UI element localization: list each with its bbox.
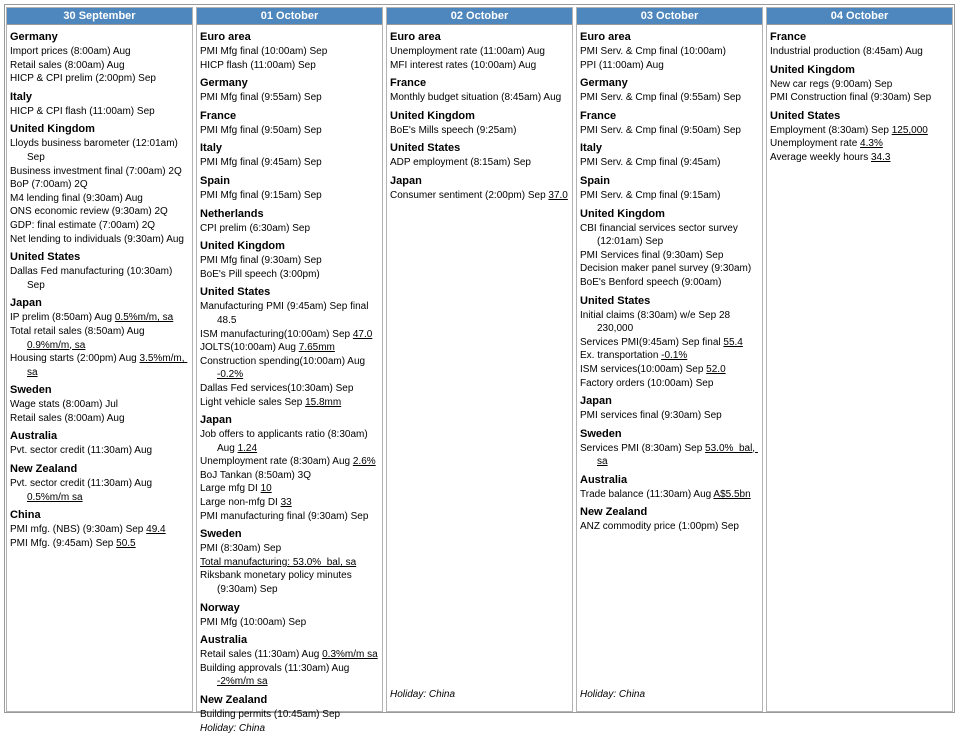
event-text: ISM manufacturing(10:00am) Sep <box>200 328 353 340</box>
event-text: Decision maker panel survey (9:30am) <box>580 263 752 275</box>
event-row <box>200 662 379 689</box>
event-text: PMI mfg. (NBS) (9:30am) Sep <box>10 524 147 536</box>
event-text: PMI Serv. & Cmp final (9:15am) <box>580 189 721 201</box>
country-name: New Zealand <box>580 506 648 519</box>
country-name: Sweden <box>200 528 242 541</box>
event-value: -0.2% <box>217 369 244 381</box>
event-row <box>580 409 759 423</box>
country-section <box>390 26 569 72</box>
country-section <box>770 26 949 59</box>
event-row <box>580 336 759 350</box>
country-name: Germany <box>10 31 58 43</box>
event-row <box>200 496 379 510</box>
event-value: 15.8mm <box>305 396 342 408</box>
event-value: 37.0 <box>548 189 568 201</box>
event-row <box>390 124 569 138</box>
event-value: 0.9%m/m, sa <box>27 339 86 351</box>
country-section <box>390 137 569 170</box>
event-row <box>390 156 569 170</box>
event-text: CPI prelim (6:30am) Sep <box>200 222 311 234</box>
event-text: MFI interest rates (10:00am) Aug <box>390 59 537 71</box>
day-body <box>197 25 382 745</box>
country-section <box>10 458 189 504</box>
event-text: PMI Mfg final (9:50am) Sep <box>200 124 322 136</box>
event-text: PPI (11:00am) Aug <box>580 59 664 71</box>
event-value: 34.3 <box>870 151 891 163</box>
country-section <box>580 137 759 170</box>
country-name: Spain <box>200 174 230 187</box>
event-row <box>770 151 949 165</box>
event-text: Net lending to individuals (9:30am) Aug <box>10 233 184 245</box>
event-value: 49.4 <box>146 524 166 536</box>
country-name: Sweden <box>10 384 52 397</box>
event-value: 52.0 <box>706 363 726 375</box>
event-row <box>580 309 759 336</box>
country-section <box>580 72 759 105</box>
event-row <box>580 520 759 534</box>
event-text: Initial claims (8:30am) w/e Sep 28 230,000 <box>580 309 733 335</box>
country-name: France <box>770 31 807 43</box>
day-column-1 <box>196 7 383 734</box>
country-name: Italy <box>10 90 33 103</box>
country-name: Japan <box>10 297 42 310</box>
event-row <box>10 537 189 551</box>
day-header: 03 October <box>577 8 762 25</box>
event-row <box>200 382 379 396</box>
event-text: PMI Services final (9:30am) Sep <box>580 249 724 261</box>
country-section <box>10 425 189 458</box>
event-row <box>200 708 379 722</box>
event-row <box>200 648 379 662</box>
country-section <box>770 59 949 105</box>
event-text: ISM services(10:00am) Sep <box>580 363 707 375</box>
event-row <box>200 510 379 524</box>
country-name: United Kingdom <box>200 240 285 253</box>
day-header: 04 October <box>767 8 952 25</box>
country-name: Italy <box>200 142 223 155</box>
event-row <box>10 265 189 292</box>
country-section <box>200 409 379 523</box>
country-section <box>770 105 949 165</box>
country-name: Australia <box>10 430 58 443</box>
country-section <box>580 170 759 203</box>
event-text: Job offers to applicants ratio (8:30am) Aug <box>200 429 370 454</box>
event-text: Consumer sentiment (2:00pm) Sep <box>390 189 549 201</box>
event-value: 125,000 <box>891 124 928 136</box>
country-section <box>200 105 379 138</box>
event-value: 53.0% bal, sa <box>597 442 758 468</box>
event-text: Unemployment rate <box>770 138 861 150</box>
event-text: PMI Mfg final (10:00am) Sep <box>200 46 328 57</box>
event-row <box>200 556 379 570</box>
event-text: Employment (8:30am) Sep <box>770 124 892 136</box>
country-section <box>580 423 759 469</box>
event-text: PMI Mfg final (9:55am) Sep <box>200 92 322 104</box>
day-header: 01 October <box>197 8 382 25</box>
event-row <box>10 45 189 59</box>
country-section <box>200 137 379 170</box>
country-section <box>10 26 189 86</box>
event-text: M4 lending final (9:30am) Aug <box>10 192 143 204</box>
event-text: Monthly budget situation (8:45am) Aug <box>390 92 562 104</box>
event-text: JOLTS(10:00am) Aug <box>200 342 299 354</box>
country-section <box>580 290 759 391</box>
event-row <box>10 233 189 247</box>
event-value: 0.5%m/m sa <box>27 491 83 503</box>
event-text: Total retail sales (8:50am) Aug <box>10 325 148 337</box>
event-row <box>200 328 379 342</box>
event-text: Riksbank monetary policy minutes (9:30am) Sep <box>200 570 355 596</box>
event-row <box>580 249 759 263</box>
event-value: 33 <box>280 497 292 509</box>
event-text: Retail sales (11:30am) Aug <box>200 649 323 661</box>
event-text: GDP: final estimate (7:00am) 2Q <box>10 219 156 231</box>
event-row <box>10 444 189 458</box>
event-text: Services PMI (8:30am) Sep <box>580 442 706 454</box>
country-section <box>10 504 189 550</box>
day-body <box>7 25 192 711</box>
event-text: BoP (7:00am) 2Q <box>10 179 88 191</box>
event-value: 47.0 <box>352 328 373 340</box>
country-name: Australia <box>580 473 628 486</box>
country-name: Netherlands <box>200 207 264 220</box>
country-section <box>200 26 379 72</box>
event-row <box>200 59 379 73</box>
country-section <box>390 72 569 105</box>
event-row <box>10 205 189 219</box>
event-value: 1.24 <box>237 442 258 454</box>
event-row <box>10 311 189 325</box>
event-row <box>200 616 379 630</box>
holiday-note: Holiday: China <box>390 689 456 700</box>
event-text: Dallas Fed manufacturing (10:30am) Sep <box>10 266 176 291</box>
holiday-note: Holiday: China <box>200 722 266 734</box>
country-name: United States <box>770 109 841 122</box>
event-row <box>770 45 949 59</box>
event-text: Large non-mfg DI <box>200 497 281 509</box>
country-section <box>580 26 759 72</box>
event-row <box>10 137 189 164</box>
event-row <box>200 45 379 59</box>
event-text: PMI Mfg final (9:30am) Sep <box>200 255 322 267</box>
day-column-3 <box>576 7 763 712</box>
event-text: Average weekly hours <box>770 151 871 163</box>
event-text: HICP flash (11:00am) Sep <box>200 59 316 71</box>
country-section <box>200 72 379 105</box>
event-row <box>390 91 569 105</box>
event-row <box>200 428 379 455</box>
country-name: China <box>10 509 41 522</box>
country-section <box>200 629 379 689</box>
event-text: BoJ Tankan (8:50am) 3Q <box>200 469 311 481</box>
event-text: Trade balance (11:30am) Aug <box>580 488 714 500</box>
event-row <box>10 165 189 179</box>
event-row <box>10 219 189 233</box>
country-section <box>10 246 189 292</box>
event-row <box>770 137 949 151</box>
country-name: United States <box>580 294 651 307</box>
event-text: BoE's Pill speech (3:00pm) <box>200 268 320 280</box>
day-column-0 <box>6 7 193 712</box>
country-name: United Kingdom <box>390 109 475 122</box>
event-text: PMI Mfg final (9:15am) Sep <box>200 189 322 201</box>
event-row <box>10 352 189 379</box>
event-row <box>10 412 189 426</box>
event-row <box>200 124 379 138</box>
event-row <box>200 222 379 236</box>
event-text: HICP & CPI prelim (2:00pm) Sep <box>10 73 156 85</box>
event-text: Industrial production (8:45am) Aug <box>770 46 923 57</box>
event-row <box>580 124 759 138</box>
event-text: PMI Mfg final (9:45am) Sep <box>200 157 322 169</box>
country-name: Italy <box>580 142 603 155</box>
country-name: Germany <box>580 77 628 90</box>
event-value: 0.5%m/m, sa <box>114 312 174 324</box>
event-row <box>580 276 759 290</box>
country-name: United Kingdom <box>770 63 855 76</box>
country-section <box>580 501 759 534</box>
event-row <box>200 355 379 382</box>
calendar <box>6 7 953 734</box>
event-row <box>580 442 759 469</box>
event-row <box>10 523 189 537</box>
event-row <box>580 189 759 203</box>
country-section <box>10 379 189 425</box>
event-value: -0.1% <box>661 350 688 362</box>
event-row <box>200 341 379 355</box>
event-row <box>580 349 759 363</box>
event-text: Retail sales (8:00am) Aug <box>10 59 125 71</box>
event-value: 0.3%m/m sa <box>322 649 378 661</box>
country-name: Japan <box>580 395 612 408</box>
country-name: France <box>580 109 617 122</box>
event-text: Dallas Fed services(10:30am) Sep <box>200 382 354 394</box>
country-section <box>580 203 759 290</box>
event-row <box>580 377 759 391</box>
country-name: France <box>200 109 237 122</box>
event-row <box>580 91 759 105</box>
event-text: Retail sales (8:00am) Aug <box>10 412 125 424</box>
event-text: IP prelim (8:50am) Aug <box>10 312 115 324</box>
event-row <box>200 569 379 596</box>
event-text: Wage stats (8:00am) Jul <box>10 399 119 411</box>
event-row <box>580 45 759 59</box>
country-section <box>200 689 379 722</box>
event-row <box>390 59 569 73</box>
event-text: Unemployment rate (11:00am) Aug <box>390 46 545 57</box>
event-text: PMI Serv. & Cmp final (9:55am) Sep <box>580 92 741 104</box>
event-value: 55.4 <box>723 336 743 348</box>
event-row <box>580 222 759 249</box>
event-row <box>200 189 379 203</box>
event-value: 7.65mm <box>298 342 335 354</box>
event-text: PMI Construction final (9:30am) Sep <box>770 92 932 104</box>
event-text: New car regs (9:00am) Sep <box>770 78 893 90</box>
event-row <box>580 59 759 73</box>
event-row <box>10 59 189 73</box>
event-text: Manufacturing PMI (9:45am) Sep final 48.5 <box>200 301 372 326</box>
country-section <box>580 105 759 138</box>
event-text: ONS economic review (9:30am) 2Q <box>10 206 168 218</box>
event-value: 4.3% <box>860 138 883 150</box>
event-text: BoE's Benford speech (9:00am) <box>580 276 722 288</box>
country-name: United Kingdom <box>580 207 665 220</box>
day-body <box>387 25 572 711</box>
day-column-4 <box>766 7 953 712</box>
event-text: PMI Mfg. (9:45am) Sep <box>10 537 117 549</box>
event-value: A$5.5bn <box>713 488 751 500</box>
event-row <box>10 325 189 352</box>
event-text: PMI Serv. & Cmp final (9:45am) <box>580 157 721 169</box>
event-row <box>200 469 379 483</box>
event-text: PMI Serv. & Cmp final (9:50am) Sep <box>580 124 741 136</box>
country-section <box>10 118 189 246</box>
event-text: PMI manufacturing final (9:30am) Sep <box>200 510 369 522</box>
event-value: 3.5%m/m, sa <box>27 353 188 378</box>
country-section <box>200 203 379 236</box>
event-text: Ex. transportation <box>580 350 662 362</box>
event-row <box>10 178 189 192</box>
country-section <box>200 235 379 281</box>
event-text: Services PMI(9:45am) Sep final <box>580 336 724 348</box>
event-row <box>200 156 379 170</box>
country-name: United States <box>390 142 461 155</box>
event-text: PMI Mfg (10:00am) Sep <box>200 616 307 628</box>
country-name: Euro area <box>390 31 441 43</box>
event-row <box>200 254 379 268</box>
country-name: Spain <box>580 174 610 187</box>
country-name: Japan <box>390 174 422 187</box>
country-section <box>390 170 569 203</box>
country-name: United States <box>10 251 81 264</box>
event-row <box>200 542 379 556</box>
holiday-note: Holiday: China <box>580 689 646 700</box>
event-text: Unemployment rate (8:30am) Aug <box>200 456 353 468</box>
day-header: 30 September <box>7 8 192 25</box>
country-name: Australia <box>200 634 248 647</box>
day-header: 02 October <box>387 8 572 25</box>
event-text: ADP employment (8:15am) Sep <box>390 157 531 169</box>
event-text: Building permits (10:45am) Sep <box>200 709 341 720</box>
country-name: United States <box>200 286 271 299</box>
event-text: HICP & CPI flash (11:00am) Sep <box>10 105 155 117</box>
country-section <box>580 390 759 423</box>
event-value: 10 <box>260 483 272 495</box>
event-row <box>10 105 189 119</box>
country-name: Euro area <box>580 31 631 43</box>
event-text: Construction spending(10:00am) Aug <box>200 355 368 367</box>
event-row <box>770 78 949 92</box>
event-row <box>10 192 189 206</box>
event-text: Housing starts (2:00pm) Aug <box>10 353 140 365</box>
event-row <box>200 268 379 282</box>
country-name: New Zealand <box>10 463 78 476</box>
country-name: United Kingdom <box>10 123 95 136</box>
event-row <box>580 363 759 377</box>
event-value: Total manufacturing: 53.0% bal, sa <box>200 556 357 568</box>
event-row <box>10 477 189 504</box>
country-section <box>10 86 189 119</box>
event-row <box>200 396 379 410</box>
event-row <box>390 189 569 203</box>
country-section <box>580 469 759 502</box>
event-row <box>580 488 759 502</box>
event-row <box>580 156 759 170</box>
event-row <box>10 398 189 412</box>
country-name: Euro area <box>200 31 251 43</box>
event-text: PMI (8:30am) Sep <box>200 543 282 555</box>
event-text: Large mfg DI <box>200 483 261 495</box>
country-name: Norway <box>200 601 240 614</box>
event-row <box>200 455 379 469</box>
country-section <box>10 292 189 379</box>
event-text: Import prices (8:00am) Aug <box>10 46 131 57</box>
event-row <box>770 91 949 105</box>
event-row <box>390 45 569 59</box>
event-text: PMI Serv. & Cmp final (10:00am) <box>580 46 726 57</box>
event-text: Pvt. sector credit (11:30am) Aug <box>10 445 153 457</box>
event-text: BoE's Mills speech (9:25am) <box>390 124 517 136</box>
country-name: Sweden <box>580 427 622 440</box>
day-body <box>767 25 952 711</box>
event-text: Light vehicle sales Sep <box>200 396 306 408</box>
event-text: CBI financial services sector survey (12:01am) Sep <box>580 222 741 248</box>
event-row <box>200 91 379 105</box>
event-text: Lloyds business barometer (12:01am) Sep <box>10 138 181 163</box>
event-text: Pvt. sector credit (11:30am) Aug <box>10 478 155 490</box>
day-body <box>577 25 762 711</box>
event-text: PMI services final (9:30am) Sep <box>580 410 722 422</box>
country-section <box>200 170 379 203</box>
country-name: New Zealand <box>200 694 268 706</box>
event-row <box>200 300 379 327</box>
event-text: Business investment final (7:00am) 2Q <box>10 165 182 177</box>
event-text: Building approvals (11:30am) Aug <box>200 662 353 674</box>
event-value: -2%m/m sa <box>217 676 268 688</box>
country-section <box>390 105 569 138</box>
country-section <box>200 523 379 596</box>
country-section <box>200 281 379 409</box>
event-text: Factory orders (10:00am) Sep <box>580 377 714 389</box>
country-name: Japan <box>200 414 232 427</box>
event-row <box>200 482 379 496</box>
event-row <box>580 262 759 276</box>
country-name: Germany <box>200 77 248 90</box>
country-name: France <box>390 77 427 90</box>
event-value: 2.6% <box>352 456 376 468</box>
event-text: ANZ commodity price (1:00pm) Sep <box>580 521 739 533</box>
day-column-2 <box>386 7 573 712</box>
event-row <box>10 72 189 86</box>
event-row <box>770 124 949 138</box>
country-section <box>200 597 379 630</box>
event-value: 50.5 <box>116 537 136 549</box>
